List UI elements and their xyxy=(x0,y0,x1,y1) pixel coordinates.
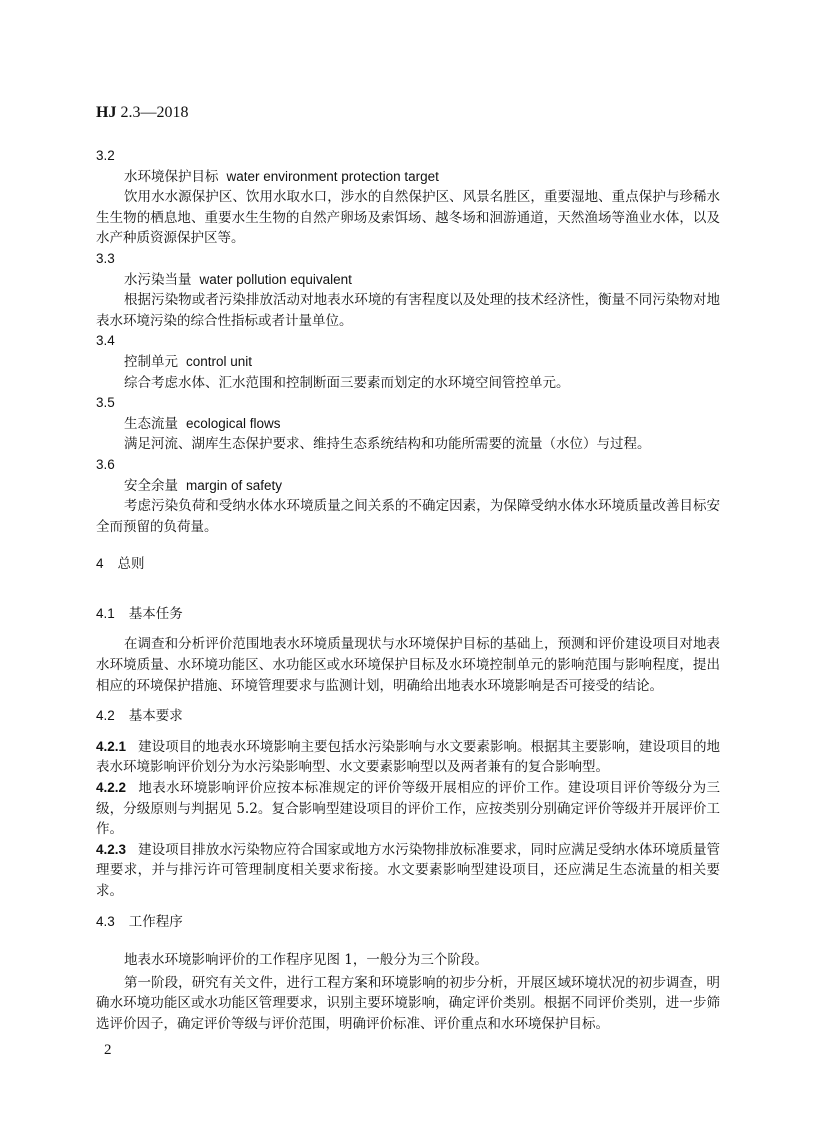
term-number: 3.5 xyxy=(96,395,115,411)
section-title: 总则 xyxy=(117,556,145,573)
subsection-number: 4.2 xyxy=(96,708,115,724)
paragraph: 第一阶段，研究有关文件，进行工程方案和环境影响的初步分析，开展区域环境状况的初步调查，明确水环境功能区或水功能区管理要求，识别主要环境影响，确定评价类别。根据不同评价类别，进一步筛选评价因子，确定评价等级与评价范围，明确评价标准、评价重点和水环境保护目标。 xyxy=(96,974,720,1032)
term-title xyxy=(124,270,720,291)
subsection-title: 基本任务 xyxy=(128,605,183,622)
clause-4-2-3 xyxy=(96,840,720,902)
term-en: water environment protection target xyxy=(226,168,439,184)
term-number: 3.2 xyxy=(96,148,115,163)
clause-4-2-1 xyxy=(96,737,720,778)
paragraph: 地表水环境影响评价的工作程序见图 1，一般分为三个阶段。 xyxy=(124,952,488,969)
clause-text: 建设项目排放水污染物应符合国家或地方水污染物排放标准要求，同时应满足受纳水体环境质量管理要求，并与排污许可管理制度相关要求衔接。水文要素影响型建设项目，还应满足生态流量的相关要求。 xyxy=(96,841,720,899)
subsection-text: 在调查和分析评价范围地表水环境质量现状与水环境保护目标的基础上，预测和评价建设项目对地表水环境质量、水环境功能区、水功能区或水环境保护目标及水环境控制单元的影响范围与影响程度，提出相应的环境保护措施、环境管理要求与监测计划，明确给出地表水环境影响是否可接受的结论。 xyxy=(96,636,720,694)
term-entry xyxy=(96,331,720,393)
page-number: 2 xyxy=(104,1042,112,1058)
document-body xyxy=(96,146,720,1035)
page-header xyxy=(96,104,188,122)
subsection-title: 工作程序 xyxy=(128,913,183,930)
subsection-heading-4-3 xyxy=(96,912,720,933)
term-number: 3.3 xyxy=(96,250,115,266)
term-entry xyxy=(96,249,720,331)
term-definition: 考虑污染负荷和受纳水体水环境质量之间关系的不确定因素，为保障受纳水体水环境质量改善目标安全而预留的负荷量。 xyxy=(96,498,720,535)
subsection-number: 4.1 xyxy=(96,605,115,621)
term-definition: 根据污染物或者污染排放活动对地表水环境的有害程度以及处理的技术经济性，衡量不同污染物对地表水环境污染的综合性指标或者计量单位。 xyxy=(96,292,720,329)
term-zh: 生态流量 xyxy=(124,415,178,432)
section-heading-4 xyxy=(96,554,720,575)
clause-text: 建设项目的地表水环境影响主要包括水污染影响与水文要素影响。根据其主要影响，建设项目的地表水环境影响评价划分为水污染影响型、水文要素影响型以及两者兼有的复合影响型。 xyxy=(96,738,720,776)
standard-number: 2.3—2018 xyxy=(120,104,189,121)
clause-text: 地表水环境影响评价应按本标准规定的评价等级开展相应的评价工作。建设项目评价等级分为三级，分级原则与判据见 5.2。复合影响型建设项目的评价工作，应按类别分别确定评价等级并开展评价工作。 xyxy=(96,780,720,838)
term-entry xyxy=(96,455,720,537)
term-zh: 控制单元 xyxy=(124,353,178,370)
term-entry xyxy=(96,146,720,249)
term-title xyxy=(124,167,720,188)
term-en: water pollution equivalent xyxy=(199,271,352,287)
term-en: control unit xyxy=(186,353,253,369)
term-zh: 水污染当量 xyxy=(124,271,192,288)
clause-number: 4.2.2 xyxy=(96,780,127,796)
term-definition: 满足河流、湖库生态保护要求、维持生态系统结构和功能所需要的流量（水位）与过程。 xyxy=(124,436,651,453)
term-title xyxy=(124,476,720,497)
term-title xyxy=(124,414,720,435)
clause-4-2-2 xyxy=(96,778,720,840)
term-zh: 水环境保护目标 xyxy=(124,168,219,185)
term-en: ecological flows xyxy=(186,415,281,431)
spacer xyxy=(96,942,720,950)
subsection-title: 基本要求 xyxy=(128,708,183,725)
subsection-number: 4.3 xyxy=(96,913,115,929)
subsection-heading-4-2 xyxy=(96,706,720,727)
term-title xyxy=(124,352,720,373)
subsection-heading-4-1 xyxy=(96,604,720,625)
standard-code: HJ xyxy=(96,104,117,121)
term-en: margin of safety xyxy=(186,477,283,493)
term-zh: 安全余量 xyxy=(124,477,178,494)
clause-number: 4.2.3 xyxy=(96,841,127,857)
term-definition: 综合考虑水体、汇水范围和控制断面三要素而划定的水环境空间管控单元。 xyxy=(124,374,570,391)
clause-number: 4.2.1 xyxy=(96,738,127,754)
term-number: 3.6 xyxy=(96,456,115,472)
section-number: 4 xyxy=(96,556,104,572)
term-number: 3.4 xyxy=(96,333,115,349)
term-entry xyxy=(96,393,720,455)
term-definition: 饮用水水源保护区、饮用水取水口，涉水的自然保护区、风景名胜区，重要湿地、重点保护与珍稀水生生物的栖息地、重要水生生物的自然产卵场及索饵场、越冬场和洄游通道，天然渔场等渔业水体，以及水产种质资源保护区等。 xyxy=(96,189,720,247)
